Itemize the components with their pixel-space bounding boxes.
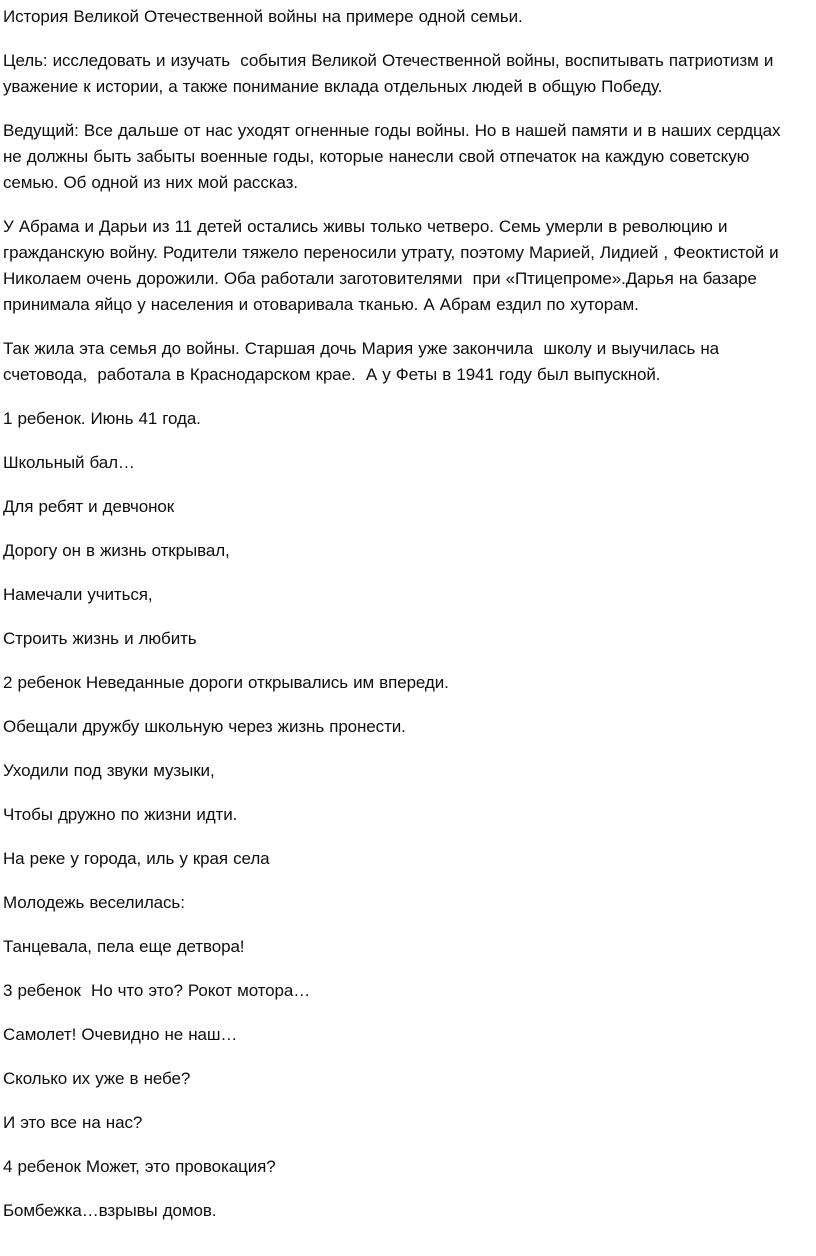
child1-line: 1 ребенок. Июнь 41 года. (3, 409, 201, 428)
child3-line: 3 ребенок Но что это? Рокот мотора… (3, 981, 311, 1000)
poem-line-school-ball: Школьный бал… (3, 453, 135, 472)
poem-line-airplane: Самолет! Очевидно не наш… (3, 1025, 238, 1044)
narrator-paragraph: Ведущий: Все дальше от нас уходят огненные годы войны. Но в нашей памяти и в наших сердцах не должны быть забыты военные годы, которые нанесли свой отпечаток на каждую советскую семью. Об одной из них мой рассказ. (3, 121, 786, 192)
document-title: История Великой Отечественной войны на примере одной семьи. (3, 7, 523, 26)
prewar-life-paragraph: Так жила эта семья до войны. Старшая дочь Мария уже закончила школу и выучилась на счетовода, работала в Краснодарском крае. А у Феты в 1941 году был выпускной. (3, 339, 725, 384)
poem-line-bombing: Бомбежка…взрывы домов. (3, 1201, 217, 1220)
poem-line-walk-together: Чтобы дружно по жизни идти. (3, 805, 238, 824)
poem-line-how-many-in-sky: Сколько их уже в небе? (3, 1069, 191, 1088)
family-history-paragraph: У Абрама и Дарьи из 11 детей остались живы только четверо. Семь умерли в революцию и гражданскую войну. Родители тяжело переносили утрату, поэтому Марией, Лидией , Феоктистой и Николаем очень дорожили. Оба работали заготовителями при «Птицепроме».Дарья на базаре принимала яйцо у населения и отоваривала тканью. А Абрам ездил по хуторам. (3, 217, 784, 314)
poem-line-danced-sang: Танцевала, пела еще детвора! (3, 937, 245, 956)
poem-line-planned-to-study: Намечали учиться, (3, 585, 153, 604)
poem-line-road-to-life: Дорогу он в жизнь открывал, (3, 541, 230, 560)
poem-line-youth-had-fun: Молодежь веселилась: (3, 893, 185, 912)
poem-line-promised-friendship: Обещали дружбу школьную через жизнь пронести. (3, 717, 406, 736)
goal-paragraph: Цель: исследовать и изучать события Великой Отечественной войны, воспитывать патриотизм и уважение к истории, а также понимание вклада отдельных людей в общую Победу. (3, 51, 779, 96)
poem-line-left-to-music: Уходили под звуки музыки, (3, 761, 215, 780)
poem-line-all-at-us: И это все на нас? (3, 1113, 143, 1132)
poem-line-for-kids: Для ребят и девчонок (3, 497, 175, 516)
child4-line: 4 ребенок Может, это провокация? (3, 1157, 276, 1176)
poem-line-river-by-town: На реке у города, иль у края села (3, 849, 270, 868)
child2-line: 2 ребенок Неведанные дороги открывались им впереди. (3, 673, 449, 692)
poem-line-build-life: Строить жизнь и любить (3, 629, 197, 648)
